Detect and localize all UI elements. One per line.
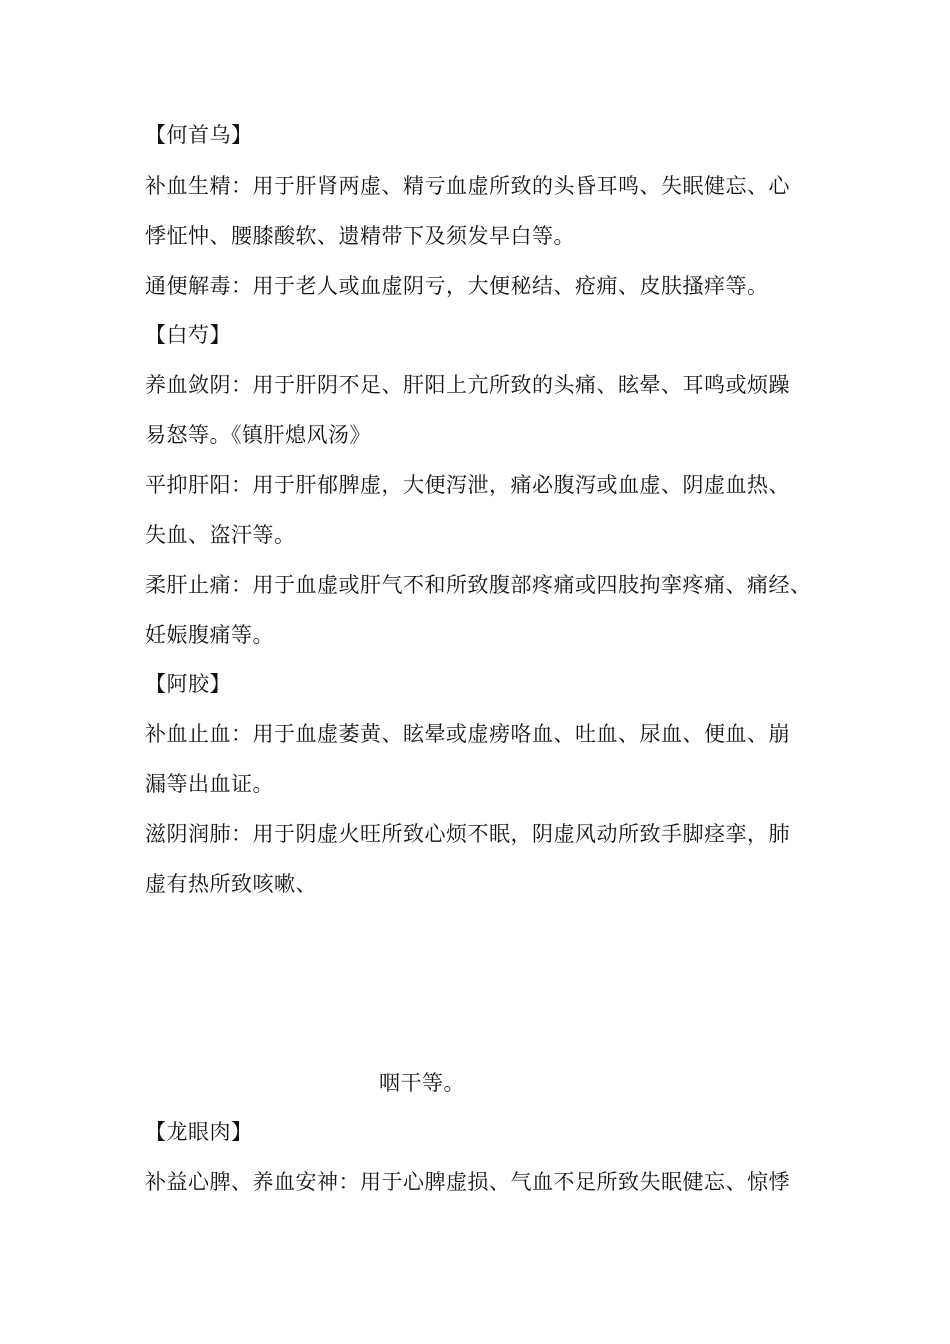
paragraph-line: 补益心脾、养血安神：用于心脾虚损、气血不足所致失眠健忘、惊悸 xyxy=(145,1170,790,1194)
section-heading-ejiao: 【阿胶】 xyxy=(145,672,231,696)
section-heading-heshouwu: 【何首乌】 xyxy=(145,123,253,147)
paragraph-line: 虚有热所致咳嗽、 xyxy=(145,872,317,896)
paragraph-line: 平抑肝阳：用于肝郁脾虚，大便泻泄，痛必腹泻或血虚、阴虚血热、 xyxy=(145,473,790,497)
paragraph-line: 柔肝止痛：用于血虚或肝气不和所致腹部疼痛或四肢拘挛疼痛、痛经、 xyxy=(145,573,812,597)
paragraph-line: 养血敛阴：用于肝阴不足、肝阳上亢所致的头痛、眩晕、耳鸣或烦躁 xyxy=(145,373,790,397)
paragraph-line: 妊娠腹痛等。 xyxy=(145,623,274,647)
section-heading-longyanrou: 【龙眼肉】 xyxy=(145,1120,253,1144)
section-heading-baishao: 【白芍】 xyxy=(145,323,231,347)
paragraph-line-continued: 咽干等。 xyxy=(379,1071,465,1095)
paragraph-line: 易怒等。《镇肝熄风汤》 xyxy=(145,423,371,447)
paragraph-line: 通便解毒：用于老人或血虚阴亏，大便秘结、疮痈、皮肤搔痒等。 xyxy=(145,274,769,298)
paragraph-line: 失血、盗汗等。 xyxy=(145,523,296,547)
paragraph-line: 补血止血：用于血虚萎黄、眩晕或虚痨咯血、吐血、尿血、便血、崩 xyxy=(145,722,790,746)
paragraph-line: 漏等出血证。 xyxy=(145,772,274,796)
paragraph-line: 补血生精：用于肝肾两虚、精亏血虚所致的头昏耳鸣、失眠健忘、心 xyxy=(145,174,790,198)
paragraph-line: 悸怔忡、腰膝酸软、遗精带下及须发早白等。 xyxy=(145,224,575,248)
paragraph-line: 滋阴润肺：用于阴虚火旺所致心烦不眠，阴虚风动所致手脚痉挛，肺 xyxy=(145,822,790,846)
